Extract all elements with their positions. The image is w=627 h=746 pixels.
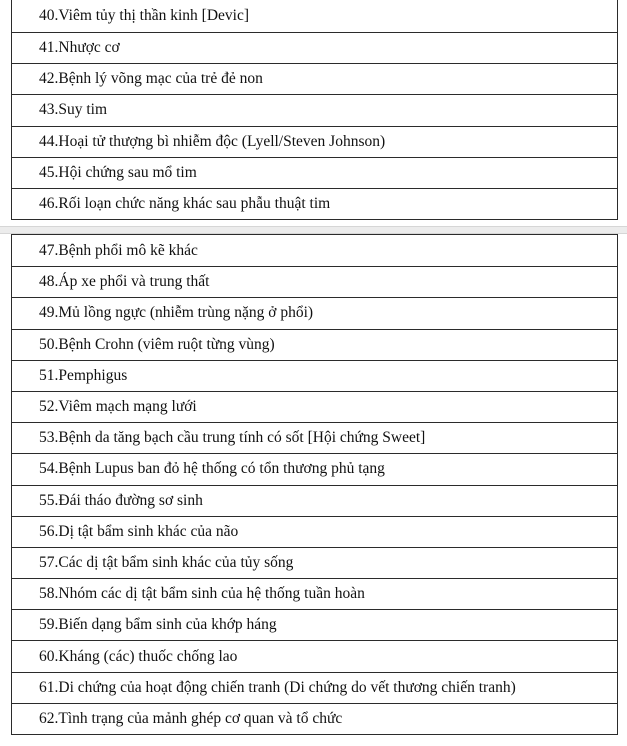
table-row: 44.Hoại tử thượng bì nhiễm độc (Lyell/Steven Johnson) — [12, 126, 617, 157]
table-row: 42.Bệnh lý võng mạc của trẻ đẻ non — [12, 63, 617, 94]
table-row: 60.Kháng (các) thuốc chống lao — [12, 640, 617, 671]
table-row: 52.Viêm mạch mạng lưới — [12, 391, 617, 422]
table-row: 46.Rối loạn chức năng khác sau phẫu thuật tim — [12, 188, 617, 219]
table-row: 47.Bệnh phổi mô kẽ khác — [39, 241, 198, 259]
table-row: 41.Nhược cơ — [12, 32, 617, 63]
table-row: 58.Nhóm các dị tật bẩm sinh của hệ thống tuần hoàn — [12, 578, 617, 609]
page-break-divider — [0, 226, 627, 234]
disease-table-bottom — [11, 234, 618, 735]
table-row: 45.Hội chứng sau mổ tim — [12, 157, 617, 188]
table-row: 51.Pemphigus — [12, 360, 617, 391]
table-row: 62.Tình trạng của mảnh ghép cơ quan và tổ chức — [12, 703, 617, 734]
disease-table-top — [11, 0, 618, 220]
table-row: 50.Bệnh Crohn (viêm ruột từng vùng) — [12, 329, 617, 360]
table-row: 61.Di chứng của hoạt động chiến tranh (Di chứng do vết thương chiến tranh) — [12, 672, 617, 703]
table-row: 49.Mủ lồng ngực (nhiễm trùng nặng ở phổi) — [12, 297, 617, 328]
table-row: 48.Áp xe phổi và trung thất — [12, 266, 617, 297]
table-row: 54.Bệnh Lupus ban đỏ hệ thống có tổn thương phủ tạng — [12, 453, 617, 484]
table-row: 56.Dị tật bẩm sinh khác của não — [12, 516, 617, 547]
table-row: 55.Đái tháo đường sơ sinh — [12, 485, 617, 516]
table-row: 53.Bệnh da tăng bạch cầu trung tính có sốt [Hội chứng Sweet] — [12, 422, 617, 453]
table-row: 40.Viêm tủy thị thần kinh [Devic] — [39, 7, 249, 24]
table-row: 59.Biến dạng bẩm sinh của khớp háng — [12, 609, 617, 640]
table-row: 57.Các dị tật bẩm sinh khác của tủy sống — [12, 547, 617, 578]
table-row: 43.Suy tim — [12, 94, 617, 125]
